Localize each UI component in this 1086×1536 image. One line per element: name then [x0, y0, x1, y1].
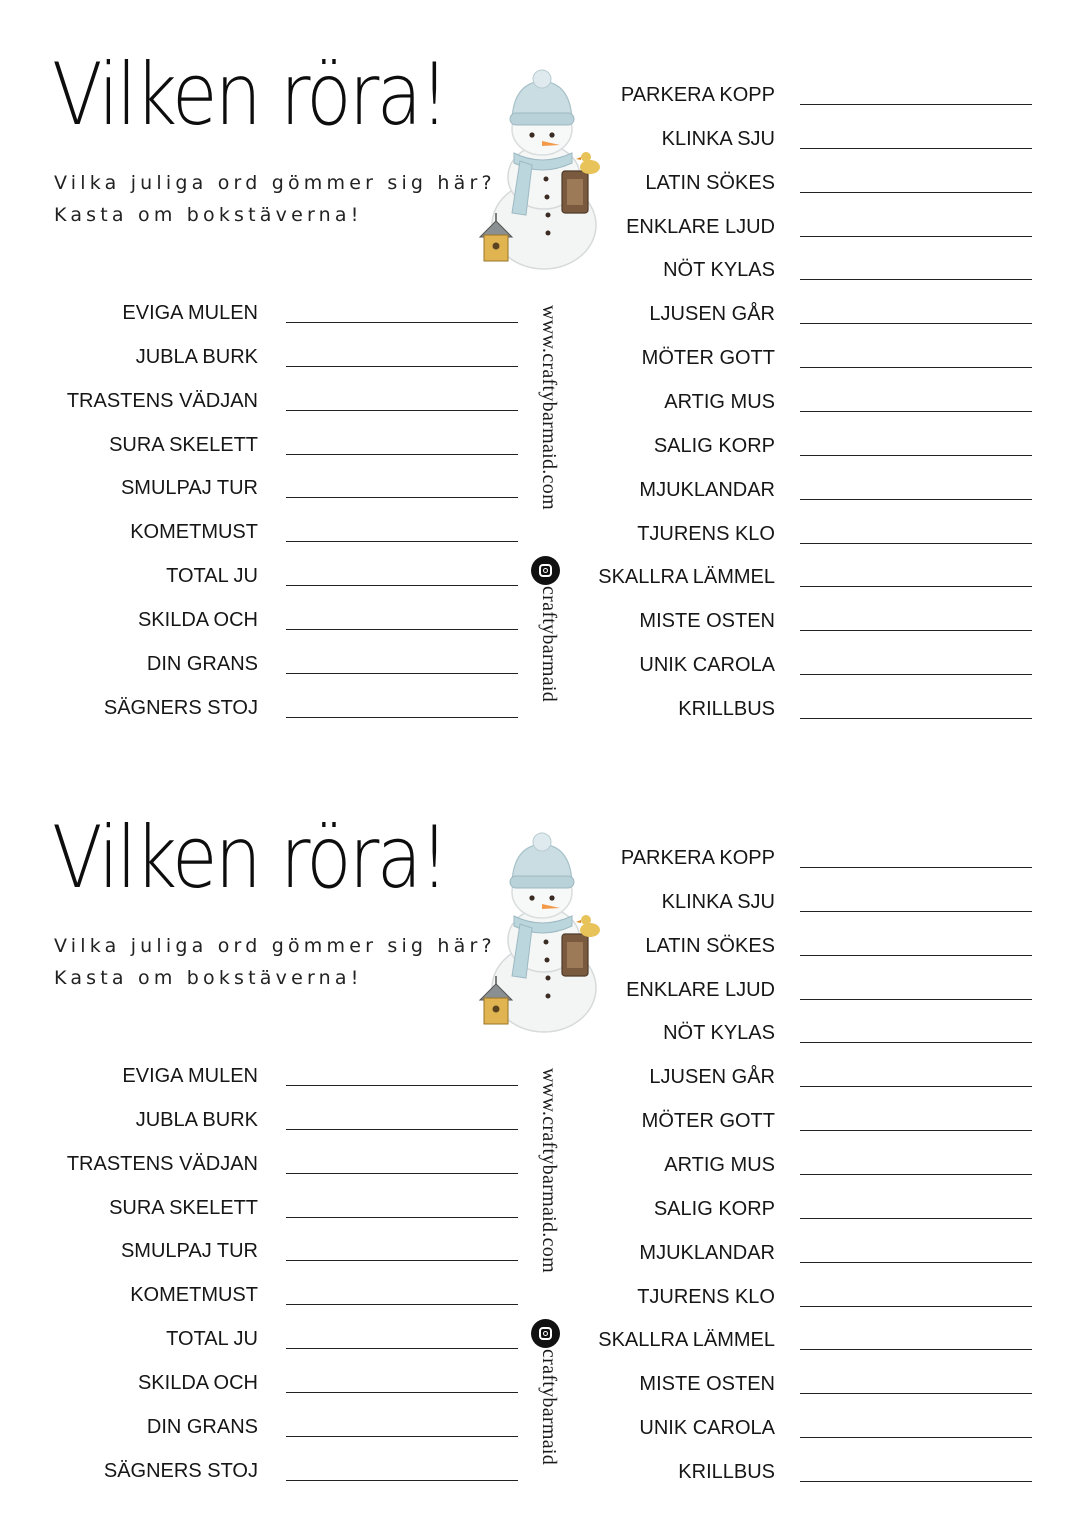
answer-line[interactable] — [800, 192, 1032, 193]
word-row — [0, 1238, 1086, 1268]
scrambled-word: LJUSEN GÅR — [649, 303, 775, 326]
scrambled-word: ENKLARE LJUD — [626, 978, 775, 1001]
word-row — [0, 212, 1086, 242]
answer-line[interactable] — [800, 674, 1032, 675]
scrambled-word: DIN GRANS — [146, 652, 258, 675]
scrambled-word: EVIGA MULEN — [122, 302, 258, 324]
scrambled-word: SÄGNERS STOJ — [103, 1459, 258, 1482]
scrambled-word: SALIG KORP — [653, 1197, 775, 1220]
answer-line[interactable] — [800, 1218, 1032, 1219]
instruction-line-1: Vilka juliga ord gömmer sig här? — [54, 935, 496, 957]
scrambled-word: SALIG KORP — [653, 434, 775, 457]
answer-line[interactable] — [800, 1174, 1032, 1175]
word-row — [0, 562, 1086, 592]
instruction-line-2: Kasta om bokstäverna! — [54, 967, 363, 989]
word-row — [0, 1282, 1086, 1312]
scrambled-word: ARTIG MUS — [664, 1153, 775, 1176]
scrambled-word: KOMETMUST — [130, 521, 258, 544]
answer-line[interactable] — [800, 1130, 1032, 1131]
answer-line[interactable] — [800, 999, 1032, 1000]
answer-line[interactable] — [800, 279, 1032, 280]
word-row — [0, 1369, 1086, 1399]
scrambled-word: NÖT KYLAS — [663, 1022, 775, 1045]
scrambled-word: SKALLRA LÄMMEL — [598, 566, 775, 589]
scrambled-word: SKALLRA LÄMMEL — [598, 1329, 775, 1352]
scrambled-word: TJURENS KLO — [637, 522, 775, 545]
scrambled-word: KLINKA SJU — [661, 890, 775, 913]
word-row — [0, 299, 1086, 329]
scrambled-word: EVIGA MULEN — [122, 1065, 258, 1087]
scrambled-word: TRASTENS VÄDJAN — [66, 1152, 258, 1175]
website-url: www.craftybarmaid.com — [538, 305, 560, 510]
scrambled-word: TOTAL JU — [166, 1328, 258, 1351]
scrambled-word: MJUKLANDAR — [639, 1241, 775, 1264]
scrambled-word: ARTIG MUS — [664, 390, 775, 413]
word-row — [0, 1194, 1086, 1224]
word-row — [0, 475, 1086, 505]
scrambled-word: LATIN SÖKES — [645, 171, 775, 194]
word-row — [0, 1018, 1086, 1048]
word-row — [0, 975, 1086, 1005]
scrambled-word: ENKLARE LJUD — [626, 215, 775, 238]
website-url: www.craftybarmaid.com — [538, 1068, 560, 1273]
answer-line[interactable] — [800, 1393, 1032, 1394]
answer-line[interactable] — [800, 1306, 1032, 1307]
word-row — [0, 843, 1086, 873]
word-row — [0, 1457, 1086, 1487]
scrambled-word: SMULPAJ TUR — [120, 1240, 258, 1263]
scrambled-word: MÖTER GOTT — [641, 1110, 775, 1133]
answer-line[interactable] — [800, 955, 1032, 956]
scrambled-word: KLINKA SJU — [661, 127, 775, 150]
scrambled-word: SÄGNERS STOJ — [103, 696, 258, 719]
answer-line[interactable] — [800, 499, 1032, 500]
scrambled-word: PARKERA KOPP — [620, 84, 775, 106]
answer-line[interactable] — [800, 630, 1032, 631]
word-row — [0, 650, 1086, 680]
answer-line[interactable] — [800, 323, 1032, 324]
word-row — [0, 255, 1086, 285]
scrambled-word: KRILLBUS — [678, 697, 775, 720]
scrambled-word: SKILDA OCH — [137, 1371, 258, 1394]
scrambled-word: NÖT KYLAS — [663, 259, 775, 282]
instruction-line-1: Vilka juliga ord gömmer sig här? — [54, 172, 496, 194]
scrambled-word: SKILDA OCH — [137, 608, 258, 631]
answer-line[interactable] — [800, 1437, 1032, 1438]
word-row — [0, 1106, 1086, 1136]
answer-line[interactable] — [800, 586, 1032, 587]
scrambled-word: JUBLA BURK — [135, 345, 258, 368]
scrambled-word: SURA SKELETT — [109, 433, 258, 456]
word-row — [0, 694, 1086, 724]
scrambled-word: PARKERA KOPP — [620, 847, 775, 869]
scrambled-word: LATIN SÖKES — [645, 934, 775, 957]
word-row — [0, 1413, 1086, 1443]
puzzle-card — [0, 0, 1086, 763]
answer-line[interactable] — [800, 1042, 1032, 1043]
page-title: Vilken röra! — [52, 45, 447, 145]
word-row — [0, 1150, 1086, 1180]
scrambled-word: JUBLA BURK — [135, 1108, 258, 1131]
scrambled-word: MISTE OSTEN — [639, 610, 775, 633]
answer-line[interactable] — [800, 236, 1032, 237]
answer-line[interactable] — [800, 867, 1032, 868]
word-row — [0, 1062, 1086, 1092]
scrambled-word: MISTE OSTEN — [639, 1373, 775, 1396]
scrambled-word: TRASTENS VÄDJAN — [66, 389, 258, 412]
page-title: Vilken röra! — [52, 808, 447, 908]
instagram-handle: craftybarmaid — [538, 1349, 560, 1466]
scrambled-word: TOTAL JU — [166, 565, 258, 588]
word-row — [0, 124, 1086, 154]
word-row — [0, 168, 1086, 198]
word-row — [0, 387, 1086, 417]
answer-line[interactable] — [800, 148, 1032, 149]
answer-line[interactable] — [800, 1086, 1032, 1087]
word-row — [0, 343, 1086, 373]
word-row — [0, 431, 1086, 461]
answer-line[interactable] — [800, 367, 1032, 368]
answer-line[interactable] — [800, 543, 1032, 544]
scrambled-word: UNIK CAROLA — [639, 654, 775, 677]
answer-line[interactable] — [800, 411, 1032, 412]
word-row — [0, 606, 1086, 636]
scrambled-word: MÖTER GOTT — [641, 347, 775, 370]
answer-line[interactable] — [800, 718, 1032, 719]
answer-line[interactable] — [800, 1262, 1032, 1263]
scrambled-word: KRILLBUS — [678, 1460, 775, 1483]
word-row — [0, 80, 1086, 110]
answer-line[interactable] — [800, 911, 1032, 912]
scrambled-word: SURA SKELETT — [109, 1196, 258, 1219]
word-row — [0, 931, 1086, 961]
scrambled-word: UNIK CAROLA — [639, 1417, 775, 1440]
scrambled-word: LJUSEN GÅR — [649, 1066, 775, 1089]
answer-line[interactable] — [800, 1349, 1032, 1350]
answer-line[interactable] — [800, 1481, 1032, 1482]
instagram-handle: craftybarmaid — [538, 586, 560, 703]
scrambled-word: KOMETMUST — [130, 1284, 258, 1307]
answer-line[interactable] — [800, 455, 1032, 456]
answer-line[interactable] — [800, 104, 1032, 105]
instruction-line-2: Kasta om bokstäverna! — [54, 204, 363, 226]
word-row — [0, 887, 1086, 917]
scrambled-word: MJUKLANDAR — [639, 478, 775, 501]
scrambled-word: TJURENS KLO — [637, 1285, 775, 1308]
word-row — [0, 1325, 1086, 1355]
scrambled-word: SMULPAJ TUR — [120, 477, 258, 500]
word-row — [0, 519, 1086, 549]
puzzle-card — [0, 763, 1086, 1526]
scrambled-word: DIN GRANS — [146, 1415, 258, 1438]
